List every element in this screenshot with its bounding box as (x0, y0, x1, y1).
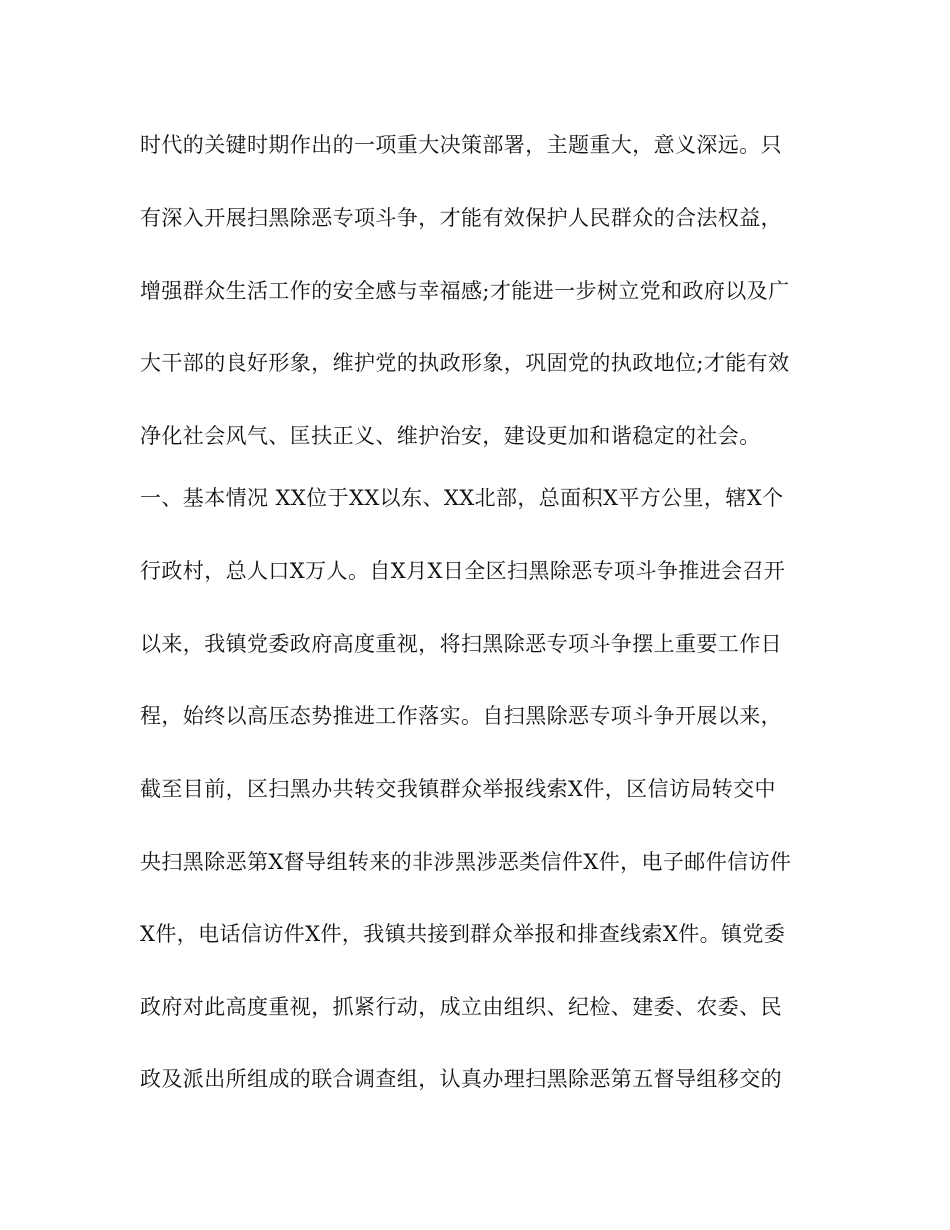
text-line-5: 净化社会风气、匡扶正义、维护治安，建设更加和谐稳定的社会。 (140, 424, 761, 448)
text-line-13: 政府对此高度重视，抓紧行动，成立由组织、纪检、建委、农委、民 (140, 995, 782, 1019)
text-line-11: 央扫黑除恶第X督导组转来的非涉黑涉恶类信件X件，电子邮件信访件 (140, 850, 792, 874)
text-line-12: X件，电话信访件X件，我镇共接到群众举报和排查线索X件。镇党委 (140, 922, 786, 946)
text-line-4: 大干部的良好形象，维护党的执政形象，巩固党的执政地位;才能有效 (140, 351, 790, 375)
text-line-10: 截至目前，区扫黑办共转交我镇群众举报线索X件，区信访局转交中 (140, 777, 776, 801)
text-line-6: 一、基本情况 XX位于XX以东、XX北部，总面积X平方公里，辖X个 (140, 486, 784, 510)
text-line-3: 增强群众生活工作的安全感与幸福感;才能进一步树立党和政府以及广 (140, 279, 790, 303)
text-line-8: 以来，我镇党委政府高度重视，将扫黑除恶专项斗争摆上重要工作日 (140, 632, 782, 656)
text-line-2: 有深入开展扫黑除恶专项斗争，才能有效保护人民群众的合法权益， (140, 206, 782, 230)
text-line-9: 程，始终以高压态势推进工作落实。自扫黑除恶专项斗争开展以来， (140, 704, 782, 728)
text-line-14: 政及派出所组成的联合调查组，认真办理扫黑除恶第五督导组移交的 (140, 1067, 782, 1091)
text-line-7: 行政村，总人口X万人。自X月X日全区扫黑除恶专项斗争推进会召开 (140, 559, 786, 583)
text-line-1: 时代的关键时期作出的一项重大决策部署，主题重大，意义深远。只 (140, 133, 782, 157)
